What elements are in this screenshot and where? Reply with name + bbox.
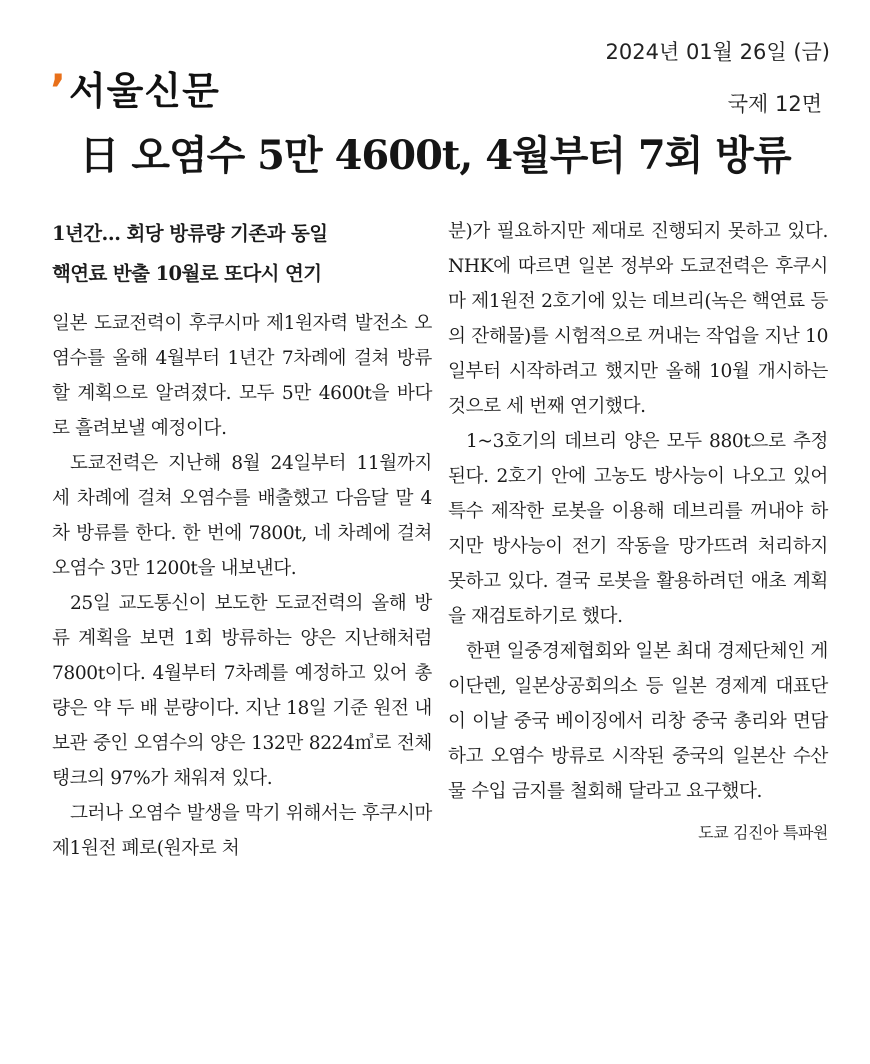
body-paragraph: 분)가 필요하지만 제대로 진행되지 못하고 있다. NHK에 따르면 일본 정부와 도쿄전력은 후쿠시마 제1원전 2호기에 있는 데브리(녹은 핵연료 등의 잔해물)를 시험적으로 꺼내는 작업을 지난 10일부터 시작하려고 했지만 올해 10월 개시하는 것으로 세 번째 연기했다. — [448, 221, 828, 417]
article-column-left — [52, 214, 432, 866]
body-paragraph: 1~3호기의 데브리 양은 모두 880t으로 추정된다. 2호기 안에 고농도 방사능이 나오고 있어 특수 제작한 로봇을 이용해 데브리를 꺼내야 하지만 방사능이 전기 작동을 망가뜨려 처리하지 못하고 있다. 결국 로봇을 활용하려던 애초 계획을 재검토하기로 했다. — [448, 431, 828, 627]
article-byline: 도쿄 김진아 특파원 — [698, 823, 828, 842]
body-paragraph: 한편 일중경제협회와 일본 최대 경제단체인 게이단렌, 일본상공회의소 등 일본 경제계 대표단이 이날 중국 베이징에서 리창 중국 총리와 면담하고 오염수 방류로 시작된 중국의 일본산 수산물 수입 금지를 철회해 달라고 요구했다. — [448, 641, 828, 802]
body-paragraph: 25일 교도통신이 보도한 도쿄전력의 올해 방류 계획을 보면 1회 방류하는 양은 지난해처럼 7800t이다. 4월부터 7차례를 예정하고 있어 총량은 약 두 배 분량이다. 지난 18일 기준 원전 내 보관 중인 오염수의 양은 132만 8224㎥로 전체 탱크의 97%가 채워져 있다. — [52, 593, 432, 789]
subhead-line: 1년간… 회당 방류량 기존과 동일 — [52, 222, 328, 245]
body-paragraph: 그러나 오염수 발생을 막기 위해서는 후쿠시마 제1원전 폐로(원자로 처 — [52, 803, 432, 859]
subhead-line: 핵연료 반출 10월로 또다시 연기 — [52, 262, 322, 285]
body-paragraph: 일본 도쿄전력이 후쿠시마 제1원자력 발전소 오염수를 올해 4월부터 1년간 7차례에 걸쳐 방류할 계획으로 알려졌다. 모두 5만 4600t을 바다로 흘려보낼 예정이다. — [52, 313, 432, 439]
article-headline: 日 오염수 5만 4600t, 4월부터 7회 방류 — [79, 132, 791, 179]
logo-text: 서울신문 — [68, 69, 220, 113]
logo-mark: ’ — [50, 65, 67, 114]
body-paragraph: 도쿄전력은 지난해 8월 24일부터 11월까지 세 차례에 걸쳐 오염수를 배출했고 다음달 말 4차 방류를 한다. 한 번에 7800t, 네 차례에 걸쳐 오염수 3만 1200t을 내보낸다. — [52, 453, 432, 579]
publication-date: 2024년 01월 26일 (금) — [605, 40, 830, 64]
section-page-label: 국제 12면 — [727, 92, 822, 116]
article-column-right — [448, 214, 828, 850]
newspaper-logo — [50, 60, 220, 115]
article-subheads — [52, 214, 432, 294]
